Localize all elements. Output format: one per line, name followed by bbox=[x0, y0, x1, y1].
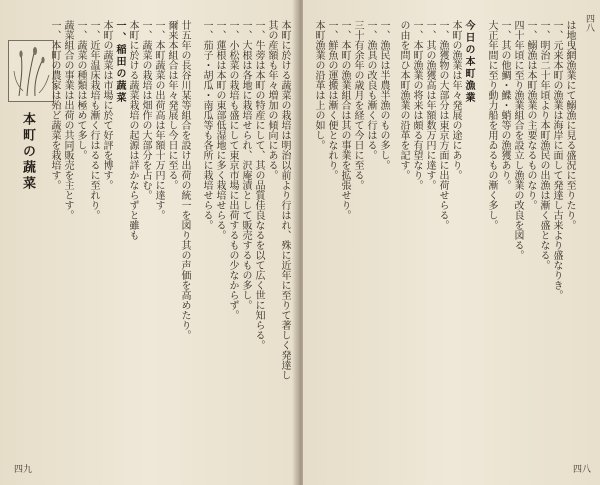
grass-sketch-icon bbox=[9, 41, 53, 101]
text-column: の由を問ひ本町漁業の沿革を記す。 bbox=[398, 20, 409, 180]
running-header-page-number: 四八 bbox=[584, 14, 594, 32]
text-column: 本町漁業の沿革は上の如し。 bbox=[313, 20, 324, 150]
chapter-title: 本町の蔬菜 bbox=[20, 112, 35, 192]
right-page-text bbox=[311, 20, 575, 464]
grass-sketch-illustration bbox=[8, 40, 54, 102]
text-column: 蔬菜組合の事業は出荷の共同販売を主とす。 bbox=[62, 20, 73, 220]
left-page-number: 四九 bbox=[14, 465, 33, 475]
text-column: 一、本町蔬菜の出荷高は年額十万円に達す。 bbox=[153, 20, 164, 220]
text-column: 一、蓮根は本町の東部低湿地に多く栽培せらる。 bbox=[214, 20, 225, 240]
text-column: 一、小松菜の栽培も盛にして東京市場に出荷するもの少なからず。 bbox=[227, 20, 238, 320]
text-column: 爾来本組合は年々発展し今日に至る。 bbox=[166, 20, 177, 190]
text-column: 一、漁具の改良も漸く行はる。 bbox=[365, 20, 376, 160]
section-heading: 一、稲田の蔬菜 bbox=[114, 20, 125, 104]
text-column: 一、其の漁獲高は年額数万円に達す。 bbox=[424, 20, 435, 190]
text-column: 本町に於ける蔬菜栽培の起源は詳かならずと雖も bbox=[127, 20, 138, 240]
text-column: 一、漁民は半農半漁のもの多し。 bbox=[378, 20, 389, 170]
text-column: 一、本町の漁業組合は其の事業を拡張せり。 bbox=[339, 20, 350, 220]
text-column: 一、元来本町の漁業は海岸に面して発達し古来より盛なりき。 bbox=[551, 20, 562, 300]
text-column: 其の産額も年々増加の傾向にある。 bbox=[266, 20, 277, 180]
right-page bbox=[303, 0, 600, 485]
text-column: 本町に於ける蔬菜の栽培は明治以前より行はれ、殊に近年に至りて著しく発達し bbox=[279, 20, 290, 380]
text-column: 本町の蔬菜は市場に於て好評を博す。 bbox=[101, 20, 112, 190]
text-column: 一、其の他鯛・鰈・蛸等の漁獲あり。 bbox=[499, 20, 510, 190]
left-page-text bbox=[49, 20, 290, 464]
left-page bbox=[0, 0, 297, 485]
text-column: 一、蔬菜の栽培は畑作の大部分を占む。 bbox=[140, 20, 151, 200]
text-column: 四十年頃に至り漁業組合を設立し漁業の改良を図る。 bbox=[512, 20, 523, 260]
text-column: 一、本町漁業の将来は頗る有望なり。 bbox=[411, 20, 422, 190]
text-column: 一、鰯漁は本町漁業の主要なるものなり。 bbox=[525, 20, 536, 210]
right-page-number: 四八 bbox=[573, 465, 592, 475]
text-column: 一、鮮魚の運搬は漸く便となれり。 bbox=[326, 20, 337, 180]
text-column: 一、大根は各地に栽培せられ、沢庵漬として販売するもの多し。 bbox=[240, 20, 251, 310]
text-column: 一、本町の農家は殆ど蔬菜を栽培す。 bbox=[49, 20, 60, 190]
text-column: 三十有余年の歳月を経て今日に至る。 bbox=[352, 20, 363, 190]
text-column: 一、牛蒡は本町の特産にして、其の品質佳良なるを以て広く世に知らる。 bbox=[253, 20, 264, 350]
text-column: 一、茄子・胡瓜・南瓜等も各所に栽培せらる。 bbox=[201, 20, 212, 230]
text-column: 本町の漁業は年々発展の途にあり。 bbox=[450, 20, 461, 180]
text-column: は地曳網漁業にて鰯漁に見る盛況に至りたり。 bbox=[564, 20, 575, 230]
text-column: 一、蔬菜の種類は極めて多し。 bbox=[75, 20, 86, 160]
text-column: 大正年間に至り動力船を用ゐるもの漸く多し。 bbox=[486, 20, 497, 230]
text-column: 廿五年の長谷川某等組合を設け出荷の統一を図り其の声価を高めたり。 bbox=[179, 20, 190, 340]
text-column bbox=[483, 20, 484, 460]
text-column: 一、明治二十年頃より本町漁民の出漁は漸く盛となる。 bbox=[538, 20, 549, 270]
text-column: 一、漁獲物の大部分は東京方面に出荷せらる。 bbox=[437, 20, 448, 230]
text-column: 一、近年温床栽培も漸く行はるるに至れり。 bbox=[88, 20, 99, 220]
section-heading: 今日の本町漁業 bbox=[463, 20, 474, 104]
